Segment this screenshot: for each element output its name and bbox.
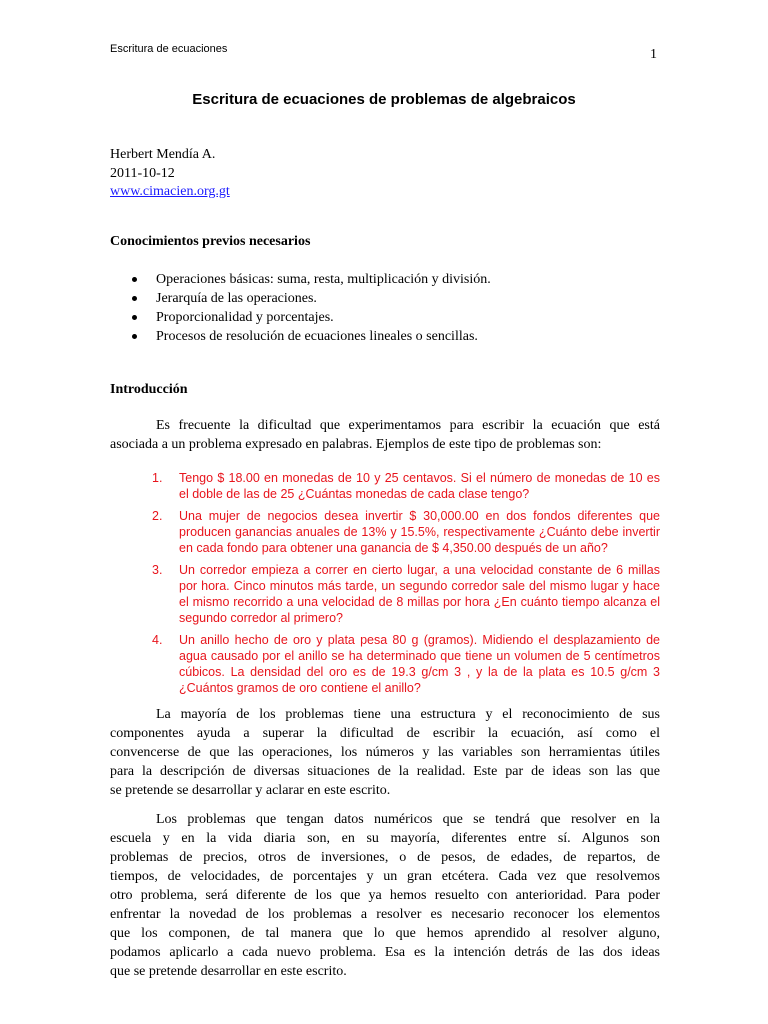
problem-item: 1. Tengo $ 18.00 en monedas de 10 y 25 centavos. Si el número de monedas de 10 es el doble de las de 25 ¿Cuántas monedas de cada clase tengo? — [152, 471, 660, 501]
document-title: Escritura de ecuaciones de problemas de algebraicos — [192, 91, 576, 108]
page-number: 1 — [650, 47, 657, 62]
problem-item: 4. Un anillo hecho de oro y plata pesa 80 g (gramos). Midiendo el desplazamiento de agua causado por el anillo se ha determinado que tiene un volumen de 5 centímetros cúbicos. La densidad del oro es de 19.3 g/cm 3 , y la de la plata es 10.5 g/cm 3 ¿Cuántos gramos de oro contiene el anillo? — [152, 633, 660, 695]
prerequisites-heading: Conocimientos previos necesarios — [110, 234, 311, 249]
introduction-heading: Introducción — [110, 382, 188, 397]
problem-item: 3. Un corredor empieza a correr en cierto lugar, a una velocidad constante de 6 millas por hora. Cinco minutos más tarde, un segundo corredor sale del mismo lugar y hace el mismo recorrido a una velocidad de 8 millas por hora ¿En cuánto tiempo alcanza el segundo corredor al primero? — [152, 563, 660, 625]
bullet-icon — [132, 334, 137, 339]
running-header: Escritura de ecuaciones — [110, 43, 228, 55]
bullet-icon — [132, 296, 137, 301]
intro-paragraph-1: Es frecuente la dificultad que experimentamos para escribir la ecuación que está asociada a un problema expresado en palabras. Ejemplos de este tipo de problemas son: — [110, 418, 660, 452]
example-problems-list — [152, 470, 660, 702]
list-item: Operaciones básicas: suma, resta, multiplicación y división. — [132, 270, 491, 289]
bullet-icon — [132, 315, 137, 320]
intro-paragraph-2: La mayoría de los problemas tiene una estructura y el reconocimiento de sus componentes ayuda a superar la dificultad de escribir la ecuación, así como el convencerse de que las operaciones, los números y las variables son herramientas útiles para la descripción de diversas situaciones de la realidad. Este par de ideas son las que se pretende se desarrollar y aclarar en este escrito. — [110, 707, 660, 798]
list-item: Procesos de resolución de ecuaciones lineales o sencillas. — [132, 327, 491, 346]
problem-item: 2. Una mujer de negocios desea invertir $ 30,000.00 en dos fondos diferentes que producen ganancias anuales de 13% y 15.5%, respectivamente ¿Cuánto debe invertir en cada fondo para obtener una ganancia de $ 4,350.00 después de un año? — [152, 509, 660, 555]
publication-date: 2011-10-12 — [110, 165, 175, 181]
bullet-icon — [132, 277, 137, 282]
intro-paragraph-3: Los problemas que tengan datos numéricos que se tendrá que resolver en la escuela y en la vida diaria son, en su mayoría, diferentes entre sí. Algunos son problemas de precios, otros de inversiones, o de pesos, de edades, de repartos, de tiempos, de velocidades, de porcentajes y un gran etcétera. Cada vez que resolvemos otro problema, será diferente de los que ya hemos resuelto con anterioridad. Para poder enfrentar la novedad de los problemas a resolver es necesario reconocer los elementos que los componen, de tal manera que lo que hemos aprendido al resolver alguno, podamos aplicarlo a cada nuevo problema. Esa es la intención detrás de las dos ideas que se pretende desarrollar en este escrito. — [110, 812, 660, 979]
author-name: Herbert Mendía A. — [110, 147, 216, 162]
website-link[interactable]: www.cimacien.org.gt — [110, 184, 230, 199]
list-item: Proporcionalidad y porcentajes. — [132, 308, 491, 327]
list-item: Jerarquía de las operaciones. — [132, 289, 491, 308]
author-block — [110, 146, 230, 202]
prerequisites-list — [132, 270, 491, 346]
